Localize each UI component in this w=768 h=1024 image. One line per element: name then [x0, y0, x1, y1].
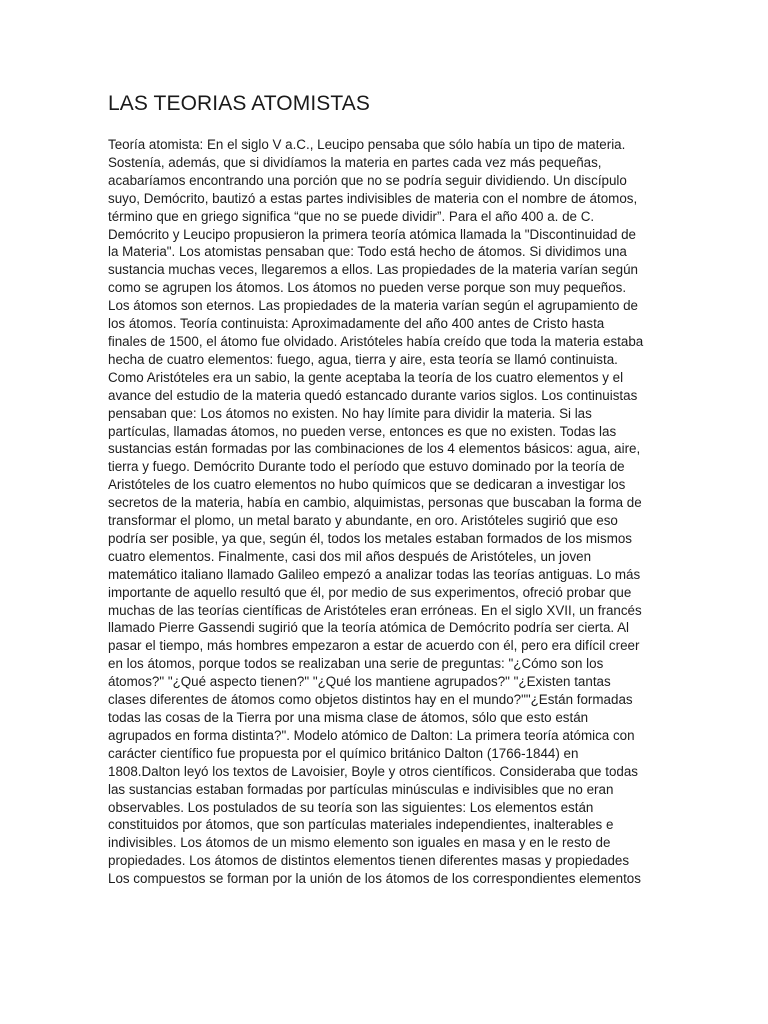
- text-line: podría ser posible, ya que, según él, todos los metales estaban formados de los mismos: [108, 530, 633, 546]
- text-line: suyo, Demócrito, bautizó a estas partes indivisibles de materia con el nombre de átomos,: [108, 190, 638, 206]
- text-line: la Materia". Los atomistas pensaban que: Todo está hecho de átomos. Si dividimos una: [108, 244, 627, 260]
- text-line: término que en griego significa “que no se puede dividir”. Para el año 400 a. de C.: [108, 208, 595, 224]
- text-line: llamado Pierre Gassendi sugirió que la teoría atómica de Demócrito podría ser cierta. Al: [108, 620, 629, 636]
- text-line: tierra y fuego. Demócrito Durante todo el período que estuvo dominado por la teoría de: [108, 459, 625, 475]
- text-line: Sostenía, además, que si dividíamos la materia en partes cada vez más pequeñas,: [108, 154, 602, 170]
- text-line: Los átomos son eternos. Las propiedades de la materia varían según el agrupamiento de: [108, 298, 639, 314]
- text-line: constituidos por átomos, que son partículas materiales independientes, inalterables e: [108, 817, 614, 833]
- text-line: cuatro elementos. Finalmente, casi dos mil años después de Aristóteles, un joven: [108, 548, 592, 564]
- text-line: carácter científico fue propuesta por el químico británico Dalton (1766-1844) en: [108, 745, 579, 761]
- text-line: agrupados en forma distinta?". Modelo atómico de Dalton: La primera teoría atómica con: [108, 727, 635, 743]
- text-line: partículas, llamadas átomos, no pueden verse, entonces es que no existen. Todas las: [108, 423, 617, 439]
- text-line: avance del estudio de la materia quedó estancado durante varios siglos. Los continuistas: [108, 387, 638, 403]
- text-line: secretos de la materia, había en cambio, alquimistas, personas que buscaban la forma de: [108, 495, 642, 511]
- document-title: LAS TEORIAS ATOMISTAS: [108, 92, 370, 115]
- text-line: hecha de cuatro elementos: fuego, agua, tierra y aire, esta teoría se llamó continuista.: [108, 351, 618, 367]
- text-line: pasar el tiempo, más hombres empezaron a estar de acuerdo con él, pero era difícil creer: [108, 638, 640, 654]
- text-line: átomos?" "¿Qué aspecto tienen?" "¿Qué los mantiene agrupados?" "¿Existen tantas: [108, 674, 611, 690]
- text-line: pensaban que: Los átomos no existen. No hay límite para dividir la materia. Si las: [108, 405, 592, 421]
- text-line: como se agrupen los átomos. Los átomos no pueden verse porque son muy pequeños.: [108, 280, 627, 296]
- text-line: sustancia muchas veces, llegaremos a ellos. Las propiedades de la materia varían según: [108, 262, 638, 278]
- text-line: muchas de las teorías científicas de Aristóteles eran erróneas. En el siglo XVII, un francés: [108, 602, 642, 618]
- text-line: acabaríamos encontrando una porción que no se podría seguir dividiendo. Un discípulo: [108, 172, 627, 188]
- text-line: Aristóteles de los cuatro elementos no hubo químicos que se dedicaran a investigar los: [108, 477, 626, 493]
- text-line: matemático italiano llamado Galileo empezó a analizar todas las teorías antiguas. Lo más: [108, 566, 641, 582]
- text-line: Teoría atomista: En el siglo V a.C., Leucipo pensaba que sólo había un tipo de materia.: [108, 137, 626, 152]
- text-line: las sustancias estaban formadas por partículas minúsculas e indivisibles que no eran: [108, 781, 614, 797]
- text-line: todas las cosas de la Tierra por una misma clase de átomos, sólo que esto están: [108, 710, 589, 725]
- text-line: 1808.Dalton leyó los textos de Lavoisier, Boyle y otros científicos. Consideraba que todas: [108, 763, 638, 779]
- text-line: transformar el plomo, un metal barato y abundante, en oro. Aristóteles sugirió que eso: [108, 513, 618, 529]
- text-line: Demócrito y Leucipo propusieron la primera teoría atómica llamada la "Discontinuidad de: [108, 226, 637, 242]
- text-line: observables. Los postulados de su teoría son las siguientes: Los elementos están: [108, 799, 594, 815]
- text-line: clases diferentes de átomos como objetos distintos hay en el mundo?""¿Están formadas: [108, 692, 633, 708]
- text-line: Los compuestos se forman por la unión de los átomos de los correspondientes elementos: [108, 871, 641, 887]
- text-line: propiedades. Los átomos de distintos elementos tienen diferentes masas y propiedades: [108, 853, 630, 869]
- text-line: en los átomos, porque todos se realizaban una serie de preguntas: "¿Cómo son los: [108, 656, 604, 672]
- text-line: finales de 1500, el átomo fue olvidado. Aristóteles había creído que toda la materia estaba: [108, 333, 644, 349]
- text-line: indivisibles. Los átomos de un mismo elemento son iguales en masa y en le resto de: [108, 835, 611, 851]
- document-body: [108, 136, 668, 888]
- text-line: Como Aristóteles era un sabio, la gente aceptaba la teoría de los cuatro elementos y el: [108, 369, 624, 385]
- text-line: los átomos. Teoría continuista: Aproximadamente del año 400 antes de Cristo hasta: [108, 316, 605, 332]
- text-line: sustancias están formadas por las combinaciones de los 4 elementos básicos: agua, aire,: [108, 441, 641, 457]
- text-line: importante de aquello resultó que él, por medio de sus experimentos, ofreció probar que: [108, 584, 632, 600]
